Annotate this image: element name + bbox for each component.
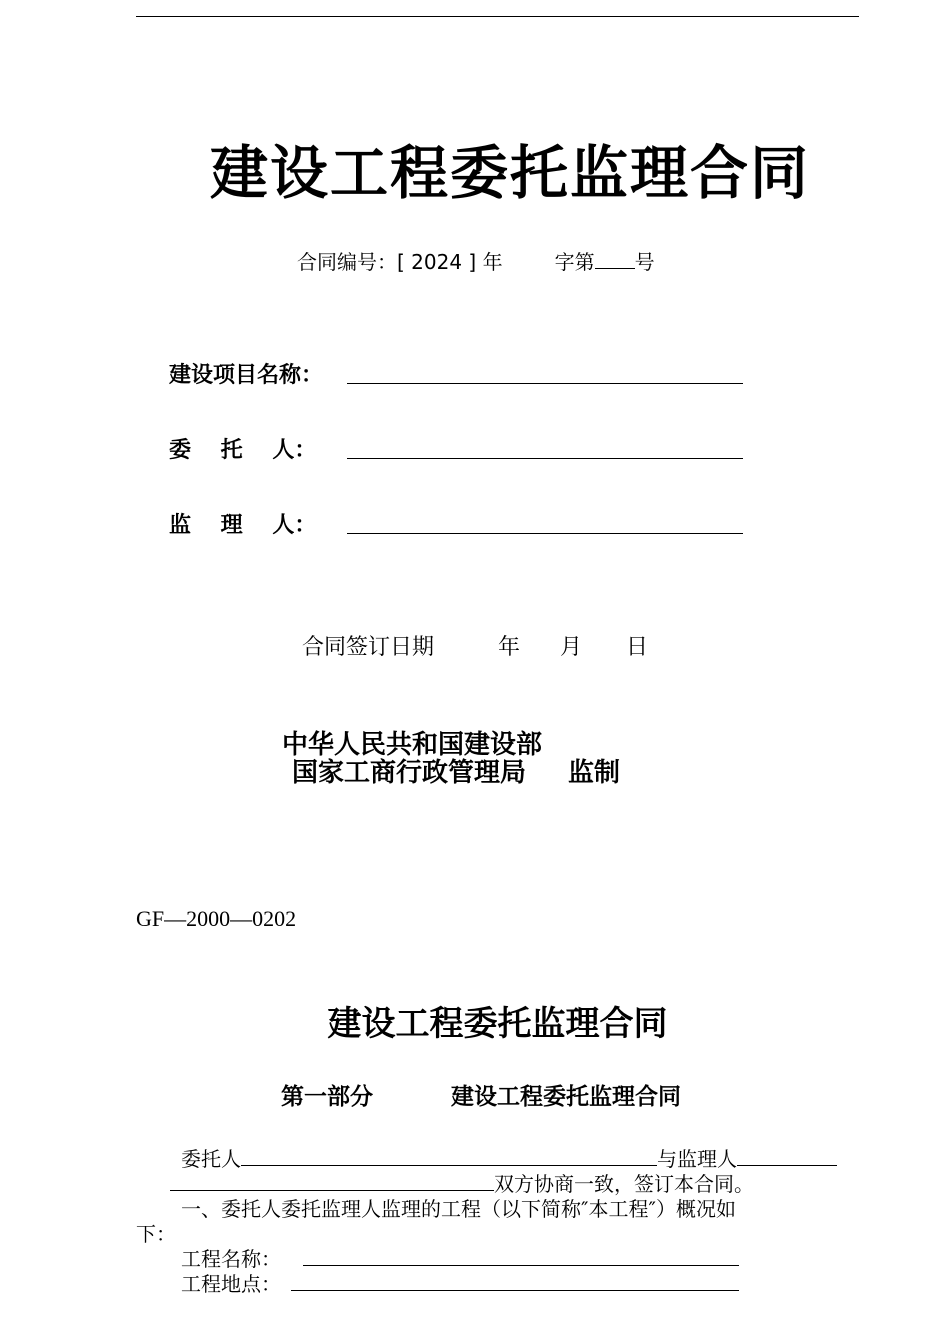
field-supervisor <box>169 508 743 539</box>
client-label: 委托人 <box>181 1147 241 1171</box>
project-name-label: 工程名称： <box>181 1247 281 1271</box>
sign-day: 日 <box>626 635 649 660</box>
part-title: 建设工程委托监理合同 <box>451 1084 681 1110</box>
part-heading <box>281 1078 681 1111</box>
contract-number-suffix: 号 <box>634 250 655 274</box>
supervisor-input[interactable] <box>347 509 743 534</box>
client-input[interactable] <box>347 434 743 459</box>
contract-number-mid: 字第 <box>554 250 595 274</box>
issuer-line-2 <box>292 752 620 789</box>
issuer-agency: 国家工商行政管理局 <box>292 758 527 788</box>
sign-date-label: 合同签订日期 <box>302 635 435 660</box>
header-rule <box>136 16 859 17</box>
contract-number-prefix: 合同编号：[ 2024 ] 年 <box>297 250 503 274</box>
contract-number <box>297 246 655 275</box>
issuer-line-1: 中华人民共和国建设部 <box>282 730 543 760</box>
contract-number-blank[interactable] <box>595 250 635 269</box>
issuer-suffix: 监制 <box>568 758 621 788</box>
field-label: 委 托 人： <box>169 438 317 463</box>
article-1-line-2: 下： <box>136 1222 176 1246</box>
sign-month: 月 <box>560 635 583 660</box>
project-location-blank[interactable] <box>291 1270 739 1291</box>
project-location-row <box>181 1268 739 1297</box>
document-title: 建设工程委托监理合同 <box>327 1004 668 1044</box>
agreement-text: 双方协商一致，签订本合同。 <box>494 1172 754 1196</box>
part-label: 第一部分 <box>281 1084 373 1110</box>
project-location-label: 工程地点： <box>181 1272 281 1296</box>
cover-title: 建设工程委托监理合同 <box>209 139 810 207</box>
article-1-line-1: 一、委托人委托监理人监理的工程（以下简称″本工程″）概况如 <box>181 1197 736 1221</box>
field-client <box>169 433 743 464</box>
supervisor-name-blank-cont[interactable] <box>170 1170 494 1191</box>
sign-year: 年 <box>498 635 521 660</box>
field-label: 建设项目名称： <box>169 363 324 388</box>
client-name-blank[interactable] <box>241 1145 657 1166</box>
project-name-input[interactable] <box>347 359 743 384</box>
supervisor-label: 与监理人 <box>657 1147 737 1171</box>
sign-date <box>302 630 648 661</box>
project-name-blank[interactable] <box>303 1245 739 1266</box>
supervisor-name-blank[interactable] <box>737 1145 837 1166</box>
document-code: GF—2000—0202 <box>136 906 297 931</box>
field-project-name <box>169 358 743 389</box>
field-label: 监 理 人： <box>169 513 317 538</box>
